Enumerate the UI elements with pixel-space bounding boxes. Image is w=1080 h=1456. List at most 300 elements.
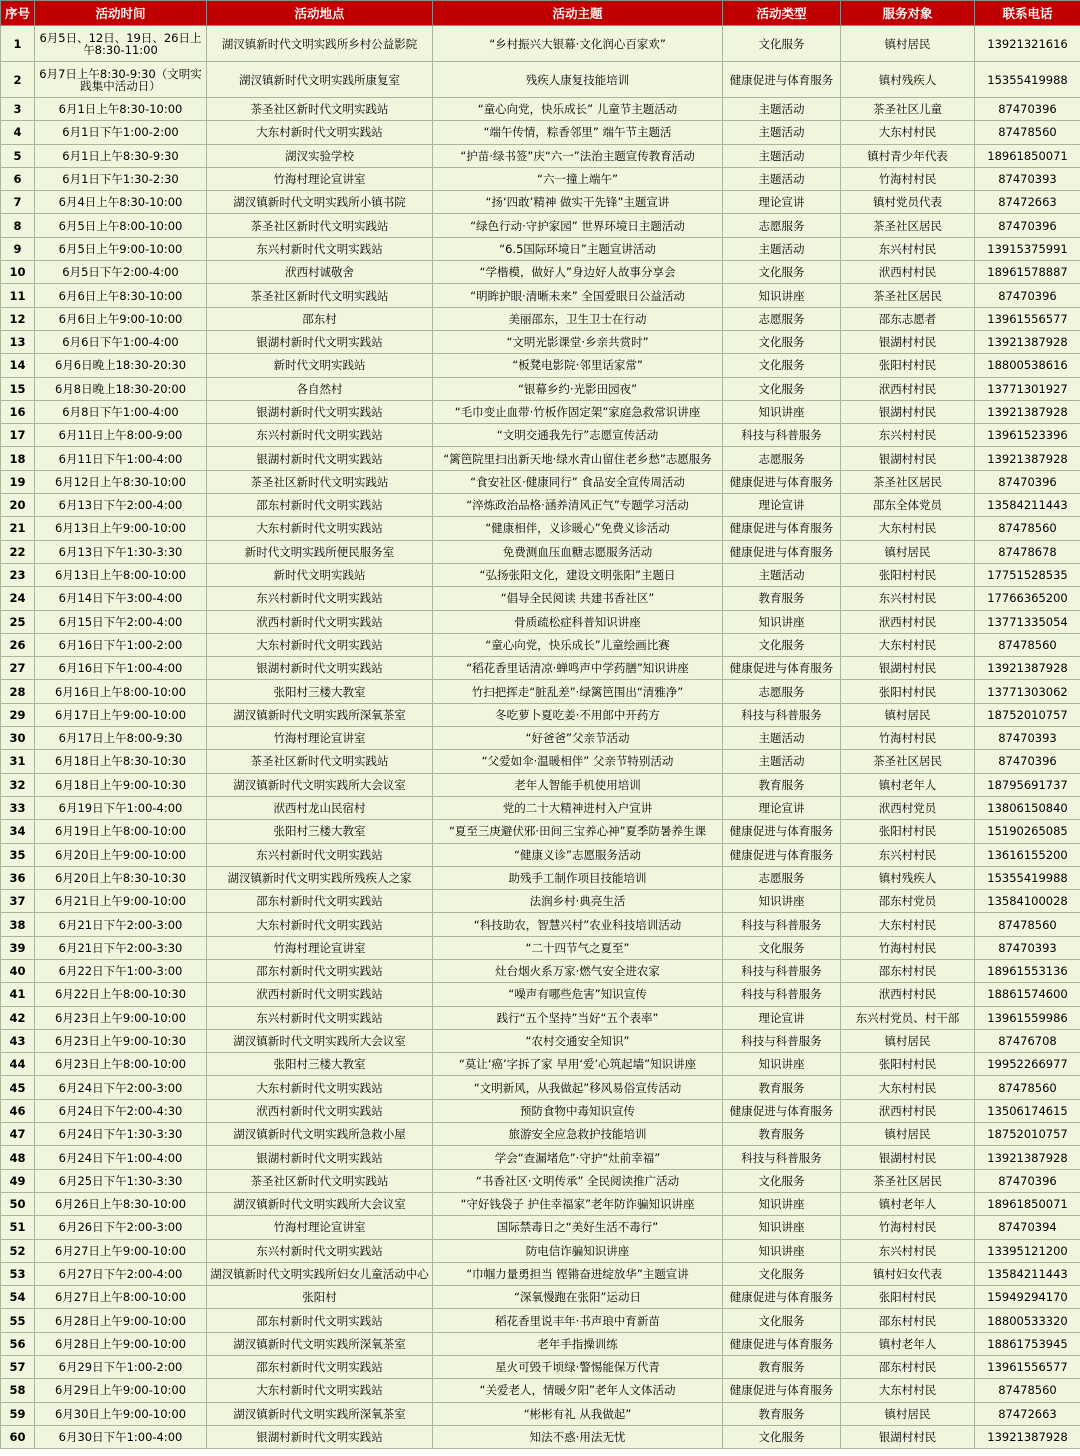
table-row xyxy=(1,1309,1080,1332)
cell-type: 理论宣讲 xyxy=(723,796,841,819)
table-row xyxy=(1,633,1080,656)
header-location: 活动地点 xyxy=(207,1,433,26)
table-row xyxy=(1,1402,1080,1425)
cell-theme: “父爱如伞·温暖相伴” 父亲节特别活动 xyxy=(433,750,723,773)
cell-index: 28 xyxy=(1,680,35,703)
cell-index: 50 xyxy=(1,1192,35,1215)
table-row xyxy=(1,587,1080,610)
cell-index: 55 xyxy=(1,1309,35,1332)
cell-location: 湖汊镇新时代文明实践所妇女儿童活动中心 xyxy=(207,1262,433,1285)
cell-theme: “明眸护眼·清晰未来” 全国爱眼日公益活动 xyxy=(433,284,723,307)
cell-phone: 19952266977 xyxy=(975,1053,1080,1076)
cell-index: 13 xyxy=(1,330,35,353)
table-row xyxy=(1,470,1080,493)
cell-audience: 东兴村党员、村干部 xyxy=(841,1006,975,1029)
table-row xyxy=(1,750,1080,773)
cell-type: 知识讲座 xyxy=(723,1239,841,1262)
cell-audience: 竹海村村民 xyxy=(841,727,975,750)
header-time: 活动时间 xyxy=(35,1,207,26)
cell-time: 6月20日上午9:00-10:00 xyxy=(35,843,207,866)
cell-index: 4 xyxy=(1,121,35,144)
cell-theme: 稻花香里说丰年·书声琅中育新苗 xyxy=(433,1309,723,1332)
cell-time: 6月29日上午9:00-10:00 xyxy=(35,1379,207,1402)
cell-theme: “童心向党，快乐成长” 儿童节主题活动 xyxy=(433,98,723,121)
cell-type: 知识讲座 xyxy=(723,1216,841,1239)
cell-theme: “农村交通安全知识” xyxy=(433,1029,723,1052)
cell-theme: 党的二十大精神进村入户宣讲 xyxy=(433,796,723,819)
cell-location: 竹海村理论宣讲室 xyxy=(207,1216,433,1239)
cell-phone: 13584211443 xyxy=(975,1262,1080,1285)
cell-type: 健康促进与体育服务 xyxy=(723,540,841,563)
cell-phone: 13771301927 xyxy=(975,377,1080,400)
cell-location: 湖汊镇新时代文明实践所大会议室 xyxy=(207,1029,433,1052)
cell-type: 志愿服务 xyxy=(723,214,841,237)
cell-location: 大东村新时代文明实践站 xyxy=(207,121,433,144)
cell-theme: “倡导全民阅读 共建书香社区” xyxy=(433,587,723,610)
table-row xyxy=(1,354,1080,377)
cell-audience: 邵东村村民 xyxy=(841,1309,975,1332)
cell-location: 湖汊镇新时代文明实践所大会议室 xyxy=(207,1192,433,1215)
cell-time: 6月27日上午8:00-10:00 xyxy=(35,1286,207,1309)
cell-phone: 87478560 xyxy=(975,517,1080,540)
cell-index: 12 xyxy=(1,307,35,330)
table-row xyxy=(1,307,1080,330)
cell-phone: 13961559986 xyxy=(975,1006,1080,1029)
table-row xyxy=(1,936,1080,959)
cell-index: 45 xyxy=(1,1076,35,1099)
cell-audience: 镇村老年人 xyxy=(841,1332,975,1355)
table-row xyxy=(1,703,1080,726)
cell-type: 志愿服务 xyxy=(723,680,841,703)
cell-index: 3 xyxy=(1,98,35,121)
cell-phone: 15190265085 xyxy=(975,820,1080,843)
cell-audience: 东兴村村民 xyxy=(841,843,975,866)
cell-phone: 87470393 xyxy=(975,167,1080,190)
cell-phone: 13921387928 xyxy=(975,330,1080,353)
cell-time: 6月14日下午3:00-4:00 xyxy=(35,587,207,610)
cell-audience: 洑西村村民 xyxy=(841,1099,975,1122)
cell-time: 6月17日上午8:00-9:30 xyxy=(35,727,207,750)
cell-time: 6月15日下午2:00-4:00 xyxy=(35,610,207,633)
cell-time: 6月24日下午2:00-3:00 xyxy=(35,1076,207,1099)
table-row xyxy=(1,1216,1080,1239)
table-row xyxy=(1,563,1080,586)
cell-theme: “巾帼力量勇担当 铿锵奋进绽放华”主题宣讲 xyxy=(433,1262,723,1285)
cell-theme: “文明交通我先行”志愿宣传活动 xyxy=(433,424,723,447)
table-row xyxy=(1,1425,1080,1448)
cell-phone: 87472663 xyxy=(975,1402,1080,1425)
cell-type: 文化服务 xyxy=(723,354,841,377)
cell-type: 知识讲座 xyxy=(723,610,841,633)
cell-time: 6月17日上午9:00-10:00 xyxy=(35,703,207,726)
header-index: 序号 xyxy=(1,1,35,26)
cell-type: 教育服务 xyxy=(723,1356,841,1379)
cell-audience: 洑西村村民 xyxy=(841,610,975,633)
cell-theme: 防电信诈骗知识讲座 xyxy=(433,1239,723,1262)
table-row xyxy=(1,1239,1080,1262)
cell-location: 大东村新时代文明实践站 xyxy=(207,517,433,540)
cell-audience: 邵东志愿者 xyxy=(841,307,975,330)
cell-phone: 87472663 xyxy=(975,191,1080,214)
cell-audience: 东兴村村民 xyxy=(841,1239,975,1262)
cell-index: 9 xyxy=(1,237,35,260)
cell-location: 洑西村诚敬舍 xyxy=(207,261,433,284)
cell-audience: 大东村村民 xyxy=(841,517,975,540)
cell-phone: 87478560 xyxy=(975,121,1080,144)
cell-audience: 洑西村村民 xyxy=(841,377,975,400)
cell-phone: 13584211443 xyxy=(975,494,1080,517)
cell-time: 6月27日上午9:00-10:00 xyxy=(35,1239,207,1262)
cell-theme: 预防食物中毒知识宣传 xyxy=(433,1099,723,1122)
table-row xyxy=(1,1076,1080,1099)
cell-phone: 13961523396 xyxy=(975,424,1080,447)
cell-theme: 冬吃萝卜夏吃姜·不用郎中开药方 xyxy=(433,703,723,726)
cell-index: 19 xyxy=(1,470,35,493)
table-row xyxy=(1,424,1080,447)
table-row xyxy=(1,1029,1080,1052)
cell-theme: “护苗·绿书签”庆“六一”法治主题宣传教育活动 xyxy=(433,144,723,167)
cell-audience: 镇村居民 xyxy=(841,1402,975,1425)
cell-index: 8 xyxy=(1,214,35,237)
cell-audience: 镇村青少年代表 xyxy=(841,144,975,167)
cell-time: 6月4日上午8:30-10:00 xyxy=(35,191,207,214)
cell-time: 6月16日下午1:00-4:00 xyxy=(35,657,207,680)
cell-theme: “好爸爸”父亲节活动 xyxy=(433,727,723,750)
cell-audience: 张阳村村民 xyxy=(841,563,975,586)
table-row xyxy=(1,62,1080,98)
table-row xyxy=(1,1146,1080,1169)
cell-time: 6月18日上午8:30-10:30 xyxy=(35,750,207,773)
cell-index: 46 xyxy=(1,1099,35,1122)
cell-audience: 镇村居民 xyxy=(841,540,975,563)
cell-theme: “书香社区·文明传承” 全民阅读推广活动 xyxy=(433,1169,723,1192)
cell-theme: “弘扬张阳文化，建设文明张阳”主题日 xyxy=(433,563,723,586)
cell-type: 主题活动 xyxy=(723,98,841,121)
cell-location: 竹海村理论宣讲室 xyxy=(207,167,433,190)
cell-audience: 大东村村民 xyxy=(841,633,975,656)
cell-index: 14 xyxy=(1,354,35,377)
cell-type: 教育服务 xyxy=(723,587,841,610)
cell-time: 6月6日上午9:00-10:00 xyxy=(35,307,207,330)
cell-location: 新时代文明实践所便民服务室 xyxy=(207,540,433,563)
cell-time: 6月22日下午1:00-3:00 xyxy=(35,959,207,982)
cell-audience: 镇村居民 xyxy=(841,1029,975,1052)
cell-phone: 15355419988 xyxy=(975,866,1080,889)
cell-index: 58 xyxy=(1,1379,35,1402)
cell-index: 44 xyxy=(1,1053,35,1076)
cell-theme: “银幕乡约·光影田园夜” xyxy=(433,377,723,400)
cell-phone: 13616155200 xyxy=(975,843,1080,866)
table-row xyxy=(1,773,1080,796)
cell-phone: 18961578887 xyxy=(975,261,1080,284)
table-row xyxy=(1,1123,1080,1146)
cell-audience: 茶圣社区居民 xyxy=(841,214,975,237)
cell-theme: “扬‘四敢’精神 做实干先锋”主题宣讲 xyxy=(433,191,723,214)
cell-theme: 老年人智能手机使用培训 xyxy=(433,773,723,796)
table-row xyxy=(1,167,1080,190)
cell-audience: 张阳村村民 xyxy=(841,1286,975,1309)
cell-location: 洑西村龙山民宿村 xyxy=(207,796,433,819)
cell-location: 银湖村新时代文明实践站 xyxy=(207,400,433,423)
cell-audience: 镇村居民 xyxy=(841,26,975,62)
cell-type: 志愿服务 xyxy=(723,447,841,470)
cell-phone: 13961556577 xyxy=(975,1356,1080,1379)
cell-index: 16 xyxy=(1,400,35,423)
cell-type: 教育服务 xyxy=(723,1076,841,1099)
cell-phone: 15355419988 xyxy=(975,62,1080,98)
cell-index: 39 xyxy=(1,936,35,959)
cell-theme: “篱笆院里扫出新天地·绿水青山留住老乡愁”志愿服务 xyxy=(433,447,723,470)
cell-location: 各自然村 xyxy=(207,377,433,400)
cell-type: 知识讲座 xyxy=(723,890,841,913)
cell-location: 张阳村三楼大教室 xyxy=(207,1053,433,1076)
cell-type: 健康促进与体育服务 xyxy=(723,1286,841,1309)
cell-type: 文化服务 xyxy=(723,26,841,62)
cell-time: 6月5日下午2:00-4:00 xyxy=(35,261,207,284)
cell-audience: 银湖村村民 xyxy=(841,400,975,423)
cell-location: 张阳村三楼大教室 xyxy=(207,680,433,703)
cell-audience: 大东村村民 xyxy=(841,121,975,144)
table-row xyxy=(1,191,1080,214)
cell-phone: 87478678 xyxy=(975,540,1080,563)
cell-location: 东兴村新时代文明实践站 xyxy=(207,1239,433,1262)
table-row xyxy=(1,959,1080,982)
cell-index: 49 xyxy=(1,1169,35,1192)
cell-theme: “学楷模，做好人”身边好人故事分享会 xyxy=(433,261,723,284)
cell-type: 理论宣讲 xyxy=(723,1006,841,1029)
cell-time: 6月24日下午1:00-4:00 xyxy=(35,1146,207,1169)
table-row xyxy=(1,1286,1080,1309)
cell-type: 文化服务 xyxy=(723,1169,841,1192)
cell-theme: 星火可毁千顷绿·警惕能保万代青 xyxy=(433,1356,723,1379)
cell-audience: 张阳村村民 xyxy=(841,820,975,843)
cell-audience: 镇村残疾人 xyxy=(841,866,975,889)
cell-location: 东兴村新时代文明实践站 xyxy=(207,587,433,610)
cell-time: 6月26日上午8:30-10:00 xyxy=(35,1192,207,1215)
cell-type: 文化服务 xyxy=(723,261,841,284)
cell-theme: “彬彬有礼 从我做起” xyxy=(433,1402,723,1425)
cell-type: 主题活动 xyxy=(723,237,841,260)
cell-phone: 18800533320 xyxy=(975,1309,1080,1332)
table-body xyxy=(1,26,1080,1449)
table-row xyxy=(1,890,1080,913)
table-row xyxy=(1,657,1080,680)
cell-theme: 学会“查漏堵危”·守护“灶前幸福” xyxy=(433,1146,723,1169)
cell-type: 健康促进与体育服务 xyxy=(723,1332,841,1355)
cell-type: 主题活动 xyxy=(723,121,841,144)
cell-theme: “绿色行动·守护家园” 世界环境日主题活动 xyxy=(433,214,723,237)
cell-phone: 13921387928 xyxy=(975,1425,1080,1448)
cell-type: 理论宣讲 xyxy=(723,494,841,517)
cell-audience: 银湖村村民 xyxy=(841,657,975,680)
cell-time: 6月30日下午1:00-4:00 xyxy=(35,1425,207,1448)
cell-type: 健康促进与体育服务 xyxy=(723,1099,841,1122)
cell-audience: 东兴村村民 xyxy=(841,237,975,260)
cell-audience: 大东村村民 xyxy=(841,1379,975,1402)
cell-index: 47 xyxy=(1,1123,35,1146)
table-row xyxy=(1,540,1080,563)
table-row xyxy=(1,121,1080,144)
cell-theme: 灶台烟火系万家·燃气安全进农家 xyxy=(433,959,723,982)
cell-theme: 知法不惑·用法无忧 xyxy=(433,1425,723,1448)
table-row xyxy=(1,843,1080,866)
cell-theme: “板凳电影院·邻里话家常” xyxy=(433,354,723,377)
table-row xyxy=(1,330,1080,353)
cell-audience: 茶圣社区居民 xyxy=(841,1169,975,1192)
cell-audience: 大东村村民 xyxy=(841,1076,975,1099)
cell-theme: “毛巾变止血带·竹板作固定架”家庭急救常识讲座 xyxy=(433,400,723,423)
cell-time: 6月26日下午2:00-3:00 xyxy=(35,1216,207,1239)
table-row xyxy=(1,983,1080,1006)
cell-theme: “莫让‘癌’字拆了家 早用‘爱’心筑起墙”知识讲座 xyxy=(433,1053,723,1076)
cell-index: 42 xyxy=(1,1006,35,1029)
cell-time: 6月1日上午8:30-9:30 xyxy=(35,144,207,167)
cell-location: 茶圣社区新时代文明实践站 xyxy=(207,214,433,237)
cell-type: 教育服务 xyxy=(723,773,841,796)
cell-time: 6月23日上午9:00-10:30 xyxy=(35,1029,207,1052)
cell-time: 6月11日下午1:00-4:00 xyxy=(35,447,207,470)
cell-index: 1 xyxy=(1,26,35,62)
cell-audience: 东兴村村民 xyxy=(841,587,975,610)
cell-audience: 镇村党员代表 xyxy=(841,191,975,214)
cell-theme: “文明新风，从我做起”移风易俗宣传活动 xyxy=(433,1076,723,1099)
cell-phone: 13961556577 xyxy=(975,307,1080,330)
cell-location: 张阳村 xyxy=(207,1286,433,1309)
cell-time: 6月6日上午8:30-10:00 xyxy=(35,284,207,307)
cell-location: 银湖村新时代文明实践站 xyxy=(207,447,433,470)
cell-time: 6月5日、12日、19日、26日上午8:30-11:00 xyxy=(35,26,207,62)
cell-location: 大东村新时代文明实践站 xyxy=(207,1379,433,1402)
cell-audience: 茶圣社区居民 xyxy=(841,470,975,493)
table-row xyxy=(1,284,1080,307)
table-row xyxy=(1,144,1080,167)
cell-time: 6月16日下午1:00-2:00 xyxy=(35,633,207,656)
cell-location: 邵东村新时代文明实践站 xyxy=(207,1356,433,1379)
cell-index: 24 xyxy=(1,587,35,610)
cell-index: 31 xyxy=(1,750,35,773)
cell-theme: 竹扫把挥走“脏乱差”·绿篱笆围出“清雅净” xyxy=(433,680,723,703)
cell-time: 6月13日上午9:00-10:00 xyxy=(35,517,207,540)
cell-audience: 洑西村党员 xyxy=(841,796,975,819)
cell-phone: 87470393 xyxy=(975,936,1080,959)
cell-index: 32 xyxy=(1,773,35,796)
cell-phone: 18961850071 xyxy=(975,1192,1080,1215)
cell-type: 健康促进与体育服务 xyxy=(723,820,841,843)
cell-type: 健康促进与体育服务 xyxy=(723,657,841,680)
cell-type: 知识讲座 xyxy=(723,284,841,307)
cell-phone: 87478560 xyxy=(975,913,1080,936)
cell-phone: 13806150840 xyxy=(975,796,1080,819)
cell-index: 25 xyxy=(1,610,35,633)
cell-theme: “健康相伴，义诊暖心”免费义诊活动 xyxy=(433,517,723,540)
header-theme: 活动主题 xyxy=(433,1,723,26)
cell-audience: 竹海村村民 xyxy=(841,1216,975,1239)
table-row xyxy=(1,237,1080,260)
cell-time: 6月24日下午1:30-3:30 xyxy=(35,1123,207,1146)
cell-time: 6月8日下午1:00-4:00 xyxy=(35,400,207,423)
cell-theme: 国际禁毒日之“美好生活不毒行” xyxy=(433,1216,723,1239)
cell-location: 张阳村三楼大教室 xyxy=(207,820,433,843)
cell-phone: 18861574600 xyxy=(975,983,1080,1006)
cell-location: 洑西村新时代文明实践站 xyxy=(207,610,433,633)
cell-index: 54 xyxy=(1,1286,35,1309)
cell-theme: 美丽邵东，卫生卫士在行动 xyxy=(433,307,723,330)
table-row xyxy=(1,1053,1080,1076)
cell-location: 湖汊镇新时代文明实践所小镇书院 xyxy=(207,191,433,214)
cell-index: 59 xyxy=(1,1402,35,1425)
cell-location: 东兴村新时代文明实践站 xyxy=(207,237,433,260)
cell-type: 主题活动 xyxy=(723,750,841,773)
cell-type: 科技与科普服务 xyxy=(723,703,841,726)
table-row xyxy=(1,610,1080,633)
cell-index: 37 xyxy=(1,890,35,913)
cell-phone: 13921321616 xyxy=(975,26,1080,62)
cell-time: 6月29日下午1:00-2:00 xyxy=(35,1356,207,1379)
cell-type: 健康促进与体育服务 xyxy=(723,1379,841,1402)
header-row xyxy=(1,1,1080,26)
cell-phone: 17766365200 xyxy=(975,587,1080,610)
cell-time: 6月27日下午2:00-4:00 xyxy=(35,1262,207,1285)
cell-location: 邵东村新时代文明实践站 xyxy=(207,959,433,982)
cell-location: 湖汊镇新时代文明实践所大会议室 xyxy=(207,773,433,796)
cell-time: 6月19日上午8:00-10:00 xyxy=(35,820,207,843)
cell-index: 5 xyxy=(1,144,35,167)
cell-audience: 邵东村村民 xyxy=(841,959,975,982)
cell-audience: 镇村妇女代表 xyxy=(841,1262,975,1285)
cell-index: 43 xyxy=(1,1029,35,1052)
cell-location: 湖汊镇新时代文明实践所残疾人之家 xyxy=(207,866,433,889)
cell-index: 10 xyxy=(1,261,35,284)
cell-audience: 张阳村村民 xyxy=(841,1053,975,1076)
cell-audience: 镇村居民 xyxy=(841,703,975,726)
cell-type: 科技与科普服务 xyxy=(723,913,841,936)
cell-index: 27 xyxy=(1,657,35,680)
cell-phone: 13915375991 xyxy=(975,237,1080,260)
cell-location: 邵东村新时代文明实践站 xyxy=(207,494,433,517)
cell-index: 36 xyxy=(1,866,35,889)
cell-audience: 镇村老年人 xyxy=(841,773,975,796)
cell-type: 健康促进与体育服务 xyxy=(723,470,841,493)
cell-location: 茶圣社区新时代文明实践站 xyxy=(207,1169,433,1192)
cell-time: 6月16日上午8:00-10:00 xyxy=(35,680,207,703)
cell-location: 竹海村理论宣讲室 xyxy=(207,727,433,750)
cell-index: 29 xyxy=(1,703,35,726)
table-row xyxy=(1,26,1080,62)
cell-phone: 13921387928 xyxy=(975,657,1080,680)
table-row xyxy=(1,261,1080,284)
cell-phone: 18861753945 xyxy=(975,1332,1080,1355)
cell-location: 洑西村新时代文明实践站 xyxy=(207,1099,433,1122)
table-row xyxy=(1,1356,1080,1379)
cell-type: 教育服务 xyxy=(723,1123,841,1146)
cell-type: 文化服务 xyxy=(723,330,841,353)
cell-phone: 18752010757 xyxy=(975,1123,1080,1146)
cell-theme: 残疾人康复技能培训 xyxy=(433,62,723,98)
table-row xyxy=(1,1099,1080,1122)
table-row xyxy=(1,494,1080,517)
cell-time: 6月6日下午1:00-4:00 xyxy=(35,330,207,353)
cell-audience: 银湖村村民 xyxy=(841,447,975,470)
cell-audience: 银湖村村民 xyxy=(841,1425,975,1448)
cell-location: 茶圣社区新时代文明实践站 xyxy=(207,470,433,493)
cell-phone: 18961850071 xyxy=(975,144,1080,167)
cell-location: 银湖村新时代文明实践站 xyxy=(207,330,433,353)
table-row xyxy=(1,517,1080,540)
cell-audience: 邵东村村民 xyxy=(841,1356,975,1379)
cell-index: 21 xyxy=(1,517,35,540)
cell-phone: 18961553136 xyxy=(975,959,1080,982)
cell-audience: 东兴村村民 xyxy=(841,424,975,447)
